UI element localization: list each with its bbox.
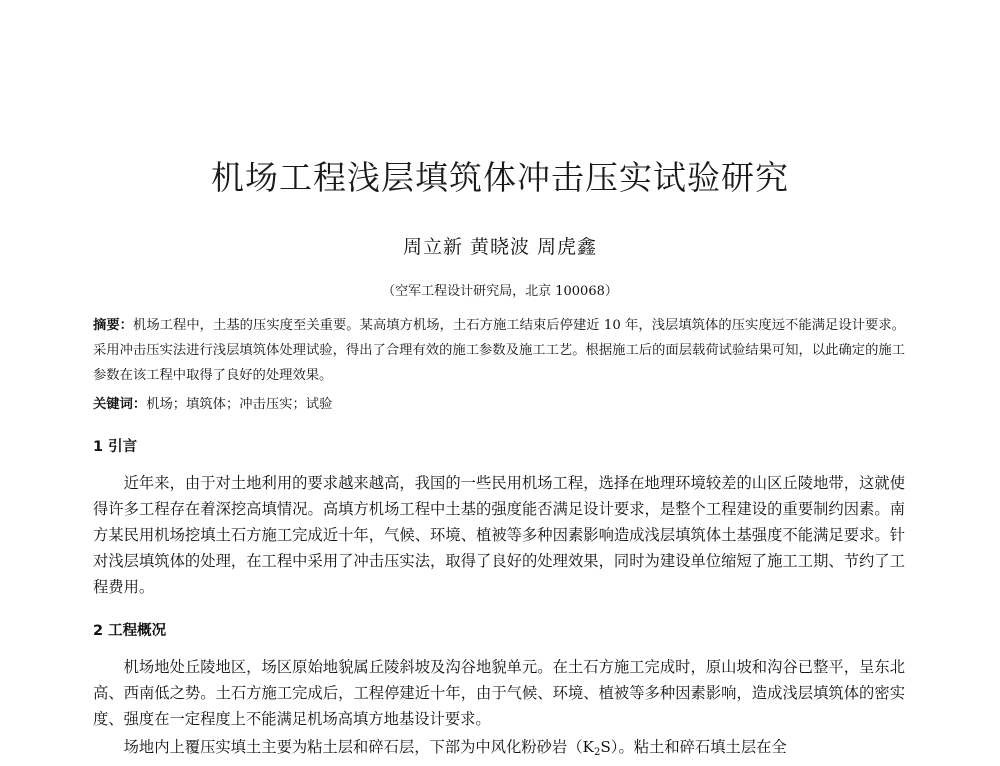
affiliation: （空军工程设计研究局，北京 100068）: [382, 284, 618, 299]
author-list: 周立新 黄晓波 周虎鑫: [402, 236, 598, 258]
abstract-label: 摘要：: [93, 318, 133, 333]
subscript: 2: [593, 747, 601, 758]
paragraph: [93, 734, 905, 766]
keywords-label: 关键词：: [93, 397, 147, 412]
section-heading-project-overview: 2 工程概况: [93, 623, 167, 639]
paragraph-text: 场地内上覆压实填土主要为粘土层和碎石层，下部为中风化粉砂岩（K: [123, 738, 594, 756]
keywords: [93, 392, 905, 417]
section-heading-introduction: 1 引言: [93, 439, 138, 455]
paragraph: 机场地处丘陵地区，场区原始地貌属丘陵斜坡及沟谷地貌单元。在土石方施工完成时，原山坡和沟谷已整平，呈东北高、西南低之势。土石方施工完成后，工程停建近十年，由于气候、环境、植被等多种因素影响，造成浅层填筑体的密实度、强度在一定程度上不能满足机场高填方地基设计要求。: [93, 658, 905, 728]
paragraph: 近年来，由于对土地利用的要求越来越高，我国的一些民用机场工程，选择在地理环境较差的山区丘陵地带，这就使得许多工程存在着深挖高填情况。高填方机场工程中土基的强度能否满足设计要求，是整个工程建设的重要制约因素。南方某民用机场挖填土石方施工完成近十年，气候、环境、植被等多种因素影响造成浅层填筑体土基强度不能满足要求。针对浅层填筑体的处理，在工程中采用了冲击压实法，取得了良好的处理效果，同时为建设单位缩短了施工工期、节约了工程费用。: [93, 474, 905, 596]
paper-title: 机场工程浅层填筑体冲击压实试验研究: [211, 158, 789, 197]
keywords-text: 机场；填筑体；冲击压实；试验: [146, 397, 333, 412]
abstract-text: 机场工程中，土基的压实度至关重要。某高填方机场，土石方施工结束后停建近 10 年，浅层填筑体的压实度远不能满足设计要求。采用冲击压实法进行浅层填筑体处理试验，得出了合理有效的施工参数及施工工艺。根据施工后的面层载荷试验结果可知，以此确定的施工参数在该工程中取得了良好的处理效果。: [93, 318, 906, 383]
paragraph-text: S）。粘土和碎石填土层在全: [600, 738, 787, 756]
abstract: [93, 313, 905, 388]
